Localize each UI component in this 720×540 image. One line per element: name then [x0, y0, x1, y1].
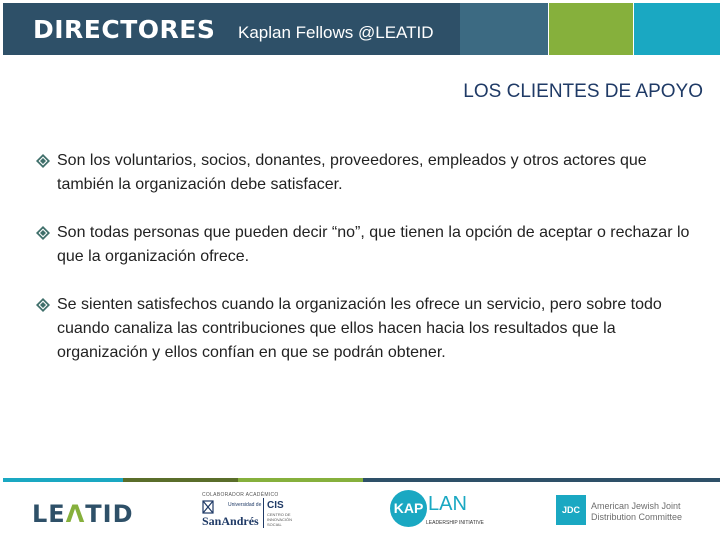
jdc-name-line: Distribution Committee [591, 512, 683, 522]
sa-university-label: Universidad de [228, 502, 262, 508]
header-banner [0, 0, 720, 58]
jdc-mark-icon: JDC [556, 495, 586, 525]
cis-detail: CENTRO DE INNOVACIÓN SOCIAL [267, 512, 293, 527]
cis-label: CIS [267, 500, 284, 511]
bullet-item [36, 149, 706, 197]
diamond-bullet-icon [36, 154, 50, 168]
banner-color-strip [460, 3, 548, 55]
banner-subtitle: Kaplan Fellows @LEATID [238, 23, 434, 42]
footer-color-bar [3, 478, 720, 482]
footer-bar-segment [123, 478, 238, 482]
diamond-bullet-icon [36, 226, 50, 240]
banner-color-strip [634, 3, 720, 55]
bullet-text: Se sienten satisfechos cuando la organización les ofrece un servicio, pero sobre todo cuando canaliza las contribuciones que ellos hacen hacia los resultados que la organización y ellos confían en que se podrán obtener. [57, 296, 662, 361]
bullet-list [36, 149, 706, 389]
kaplan-tagline: LEADERSHIP INITIATIVE [426, 520, 484, 526]
slide-heading: LOS CLIENTES DE APOYO [463, 81, 703, 102]
footer-bar-segment [363, 478, 720, 482]
sa-name: SanAndrés [202, 514, 259, 528]
leatid-logo-accent: Λ [65, 500, 86, 528]
bullet-item [36, 221, 706, 269]
jdc-logo [556, 495, 706, 529]
university-crest-icon [202, 500, 226, 514]
banner-title: DIRECTORES [33, 15, 216, 44]
sa-collaborator-label: COLABORADOR ACADÉMICO [202, 492, 279, 498]
jdc-name-line: American Jewish Joint [591, 501, 681, 511]
kaplan-wordmark: LAN [428, 493, 467, 515]
kaplan-circle-mark: KAP [390, 490, 427, 527]
footer-bar-segment [3, 478, 123, 482]
san-andres-cis-logo [200, 492, 300, 530]
bullet-item [36, 293, 706, 365]
leatid-logo-part: LE [32, 500, 66, 528]
kaplan-logo [390, 490, 484, 530]
leatid-logo-part: TID [85, 500, 134, 528]
banner-color-strip [549, 3, 633, 55]
logo-divider [263, 498, 264, 528]
footer-bar-segment [238, 478, 363, 482]
bullet-text: Son los voluntarios, socios, donantes, proveedores, empleados y otros actores que también la organización debe satisfacer. [57, 152, 647, 193]
bullet-text: Son todas personas que pueden decir “no”, que tienen la opción de aceptar o rechazar lo que la organización ofrece. [57, 224, 690, 265]
jdc-name [591, 501, 682, 523]
leatid-logo [32, 501, 134, 527]
diamond-bullet-icon [36, 298, 50, 312]
